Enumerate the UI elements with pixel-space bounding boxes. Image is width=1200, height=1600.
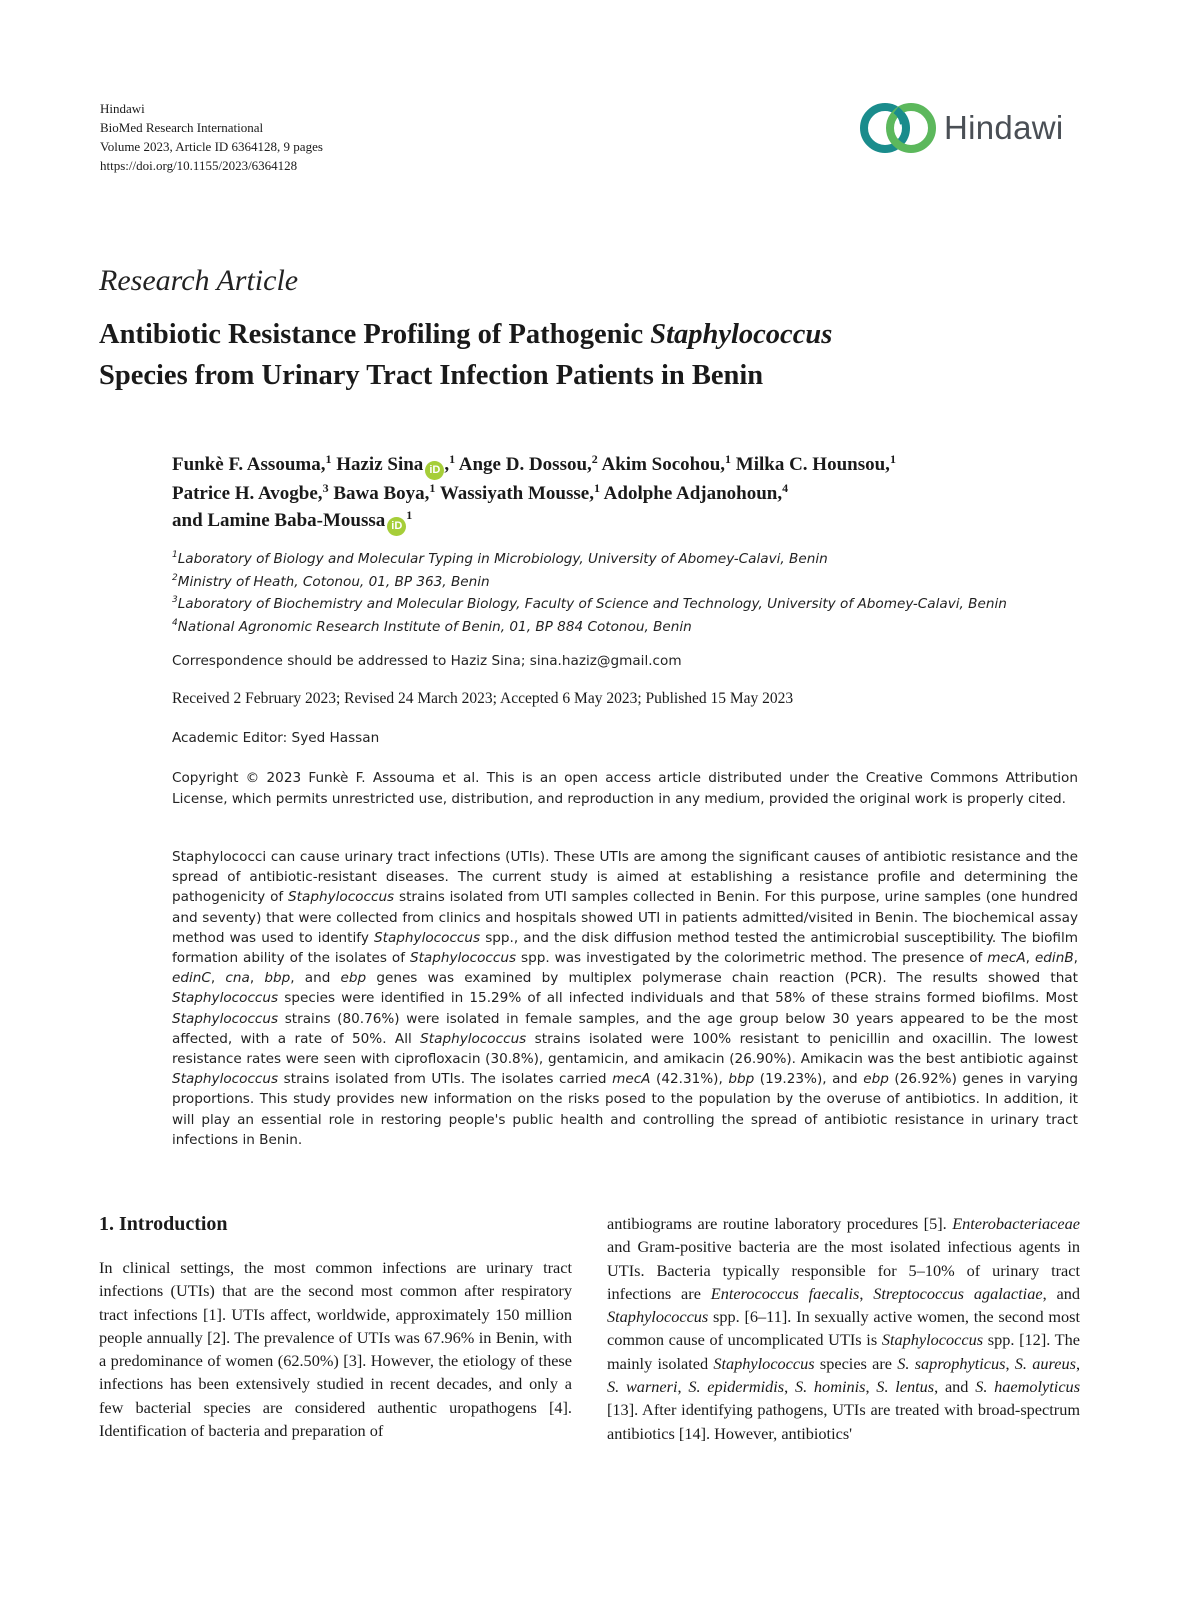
publisher-name: Hindawi xyxy=(100,101,145,116)
body-column-left xyxy=(99,1212,572,1442)
journal-name: BioMed Research International xyxy=(100,120,264,135)
author[interactable]: and Lamine Baba-Moussa xyxy=(172,510,386,531)
copyright-notice: Copyright © 2023 Funkè F. Assouma et al. This is an open access article distributed under the Creative Commons Attribution License, which permits unrestricted use, distribution, and reproduction in any medium, provided the original work is properly cited. xyxy=(172,770,1078,807)
orcid-icon[interactable]: iD xyxy=(387,517,406,536)
academic-editor: Academic Editor: Syed Hassan xyxy=(172,730,380,746)
publication-dates: Received 2 February 2023; Revised 24 March 2023; Accepted 6 May 2023; Published 15 May 2023 xyxy=(172,690,794,707)
orcid-icon[interactable]: iD xyxy=(425,461,444,480)
hindawi-logo xyxy=(856,100,1086,156)
author[interactable]: Wassiyath Mousse, xyxy=(439,483,594,504)
doi-link[interactable]: https://doi.org/10.1155/2023/6364128 xyxy=(100,158,298,173)
affiliations xyxy=(172,548,1007,638)
author[interactable]: Ange D. Dossou, xyxy=(458,454,592,475)
affiliation: $^3$Laboratory of Biochemistry and Molecular Biology, Faculty of Science and Technology, University of Abomey-Calavi, Benin xyxy=(172,595,1007,612)
body-paragraph: antibiograms are routine laboratory procedures [5]. Enterobacteriaceae and Gram-positive bacteria are the most isolated infectious agents in UTIs. Bacteria typically responsible for 5–10% of urinary tract infections are Enterococcus faecalis, Streptococcus agalactiae, and Staphylococcus spp. [6–11]. In sexually active women, the second most common cause of uncomplicated UTIs is Staphylococcus spp. [12]. The mainly isolated Staphylococcus species are S. saprophyticus, S. aureus, S. warneri, S. epidermidis, S. hominis, S. lentus, and S. haemolyticus [13]. After identifying pathogens, UTIs are treated with broad-spectrum antibiotics [14]. However, antibiotics' xyxy=(607,1214,1081,1443)
author[interactable]: Patrice H. Avogbe, xyxy=(172,483,323,504)
article-type: Research Article xyxy=(99,264,299,297)
author[interactable]: Bawa Boya, xyxy=(333,483,430,504)
article-title: Antibiotic Resistance Profiling of Pathogenic Staphylococcus Species from Urinary Tract Infection Patients in Benin xyxy=(99,319,833,391)
author[interactable]: Akim Socohou, xyxy=(601,454,726,475)
abstract: Staphylococci can cause urinary tract infections (UTIs). These UTIs are among the significant causes of antibiotic resistance and the spread of antibiotic-resistant diseases. The current study is aimed at establishing a resistance profile and determining the pathogenicity of Staphylococcus strains isolated from UTI samples collected in Benin. For this purpose, urine samples (one hundred and seventy) that were collected from clinics and hospitals showed UTI in patients admitted/visited in Benin. The biochemical assay method was used to identify Staphylococcus spp., and the disk diffusion method tested the antimicrobial susceptibility. The biofilm formation ability of the isolates of Staphylococcus spp. was investigated by the colorimetric method. The presence of mecA, edinB, edinC, cna, bbp, and ebp genes was examined by multiplex polymerase chain reaction (PCR). The results showed that Staphylococcus species were identified in 15.29% of all infected individuals and that 58% of these strains formed biofilms. Most Staphylococcus strains (80.76%) were isolated in female samples, and the age group below 30 years appeared to be the most affected, with a rate of 50%. All Staphylococcus strains isolated were 100% resistant to penicillin and oxacillin. The lowest resistance rates were seen with ciprofloxacin (30.8%), gentamicin, and amikacin (26.90%). Amikacin was the best antibiotic against Staphylococcus strains isolated from UTIs. The isolates carried mecA (42.31%), bbp (19.23%), and ebp (26.92%) genes in varying proportions. This study provides new information on the risks posed to the population by the overuse of antibiotics. In addition, it will play an essential role in restoring people's public health and controlling the spread of antibiotic resistance in urinary tract infections in Benin. xyxy=(172,849,1078,1148)
author-list: Funkè F. Assouma,$^1$ Haziz Sina iD ,$^1$ Ange D. Dossou,$^2$ Akim Socohou,$^1$ Milka C. Hounsou,$^1$ Patrice H. Avogbe,$^3$ Bawa Boya,$^1$ Wassiyath Mousse,$^1$ Adolphe Adjanohoun,$^4$ and Lamine Baba-Moussa $iD^1$ xyxy=(172,451,1112,536)
author[interactable]: Haziz Sina xyxy=(336,454,424,475)
affiliation: $^1$Laboratory of Biology and Molecular Typing in Microbiology, University of Abomey-Calavi, Benin xyxy=(172,550,828,567)
affiliation: $^2$Ministry of Heath, Cotonou, 01, BP 363, Benin xyxy=(172,572,490,590)
affiliation: $^4$National Agronomic Research Institute of Benin, 01, BP 884 Cotonou, Benin xyxy=(172,617,692,635)
body-column-right xyxy=(607,1212,1080,1445)
volume-info: Volume 2023, Article ID 6364128, 9 pages xyxy=(100,139,323,154)
body-paragraph: In clinical settings, the most common infections are urinary tract infections (UTIs) that are the second most common after respiratory tract infections [1]. UTIs affect, worldwide, approximately 150 million people annually [2]. The prevalence of UTIs was 67.96% in Benin, with a predominance of women (62.50%) [3]. However, the etiology of these infections has been extensively studied in recent decades, and only a few bacterial species are considered authentic uropathogens [4]. Identification of bacteria and preparation of xyxy=(99,1258,572,1441)
logo-text: Hindawi xyxy=(944,109,1064,146)
correspondence: Correspondence should be addressed to Haziz Sina; sina.haziz@gmail.com xyxy=(172,653,682,669)
section-heading: 1. Introduction xyxy=(99,1213,228,1235)
author[interactable]: Milka C. Hounsou, xyxy=(735,454,890,475)
hindawi-rings-icon xyxy=(856,100,942,156)
author[interactable]: Funkè F. Assouma, xyxy=(172,454,326,475)
author[interactable]: Adolphe Adjanohoun, xyxy=(603,483,783,504)
journal-meta xyxy=(100,99,323,175)
